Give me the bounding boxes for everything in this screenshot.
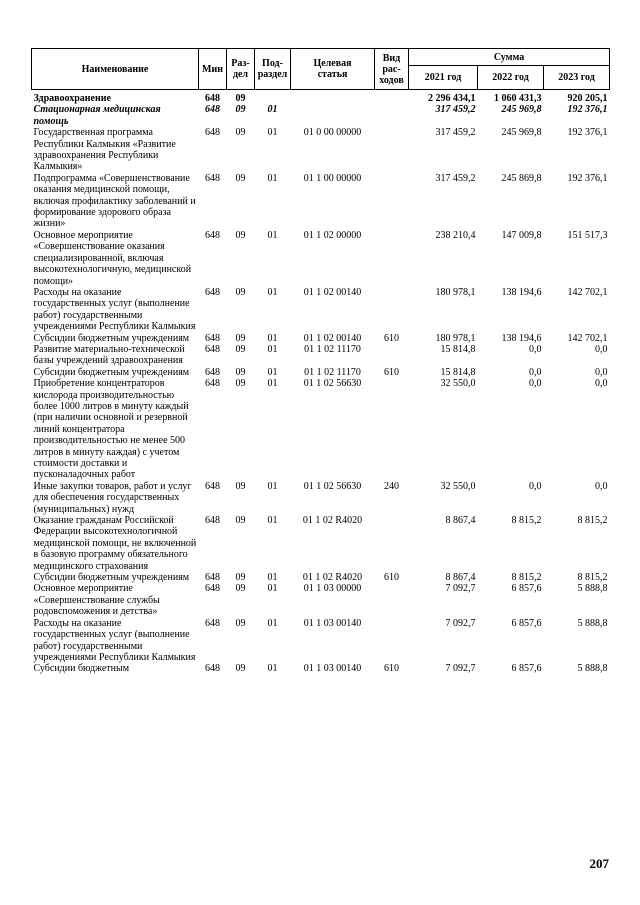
row-name: Приобретение концентраторов кислорода производительностью более 1000 литров в минуту каждый (при наличии основной и резервной линий концентратора производительностью не менее 500 литров в минуту каждая) с учетом стоимости доставки и пусконаладочных работ xyxy=(33,378,189,481)
row-target-article: 01 1 02 11170 xyxy=(304,343,361,355)
row-expense-type xyxy=(375,583,409,617)
row-value-2023: 0,0 xyxy=(595,378,608,390)
row-target-article: 01 1 00 00000 xyxy=(303,172,362,184)
row-value-2022: 0,0 xyxy=(529,378,542,390)
row-section: 09 xyxy=(235,572,246,584)
header-sum: Сумма xyxy=(409,49,610,66)
row-section: 09 xyxy=(235,366,246,378)
row-subsection: 01 xyxy=(267,229,278,241)
row-name: Иные закупки товаров, работ и услуг для обеспечения государственных (муниципальных) нужд xyxy=(33,480,192,515)
row-ministry: 648 xyxy=(205,286,220,298)
row-expense-type: 240 xyxy=(384,480,399,492)
row-expense-type xyxy=(375,230,409,287)
table-row xyxy=(32,287,610,333)
row-value-2021: 238 210,4 xyxy=(435,229,476,241)
row-section: 09 xyxy=(235,515,246,527)
row-subsection: 01 xyxy=(267,515,278,527)
row-value-2023: 8 815,2 xyxy=(577,572,608,584)
row-value-2022: 1 060 431,3 xyxy=(494,93,542,104)
row-value-2021: 7 092,7 xyxy=(445,663,476,675)
row-section: 09 xyxy=(235,104,246,116)
table-row xyxy=(32,663,610,674)
row-name: Субсидии бюджетным учреждениям xyxy=(33,572,190,584)
row-name: Субсидии бюджетным учреждениям xyxy=(33,366,190,378)
table-row xyxy=(32,344,610,367)
row-ministry: 648 xyxy=(205,343,220,355)
table-row xyxy=(32,618,610,664)
row-target-article xyxy=(291,90,375,105)
row-value-2021: 15 814,8 xyxy=(440,343,476,355)
row-value-2022: 147 009,8 xyxy=(501,229,542,241)
header-section: Раз- дел xyxy=(227,49,255,90)
row-subsection: 01 xyxy=(267,366,278,378)
row-name: Основное мероприятие «Совершенствование оказания специализированной, включая высокотехнологичную, медицинской помощи» xyxy=(33,229,192,287)
row-subsection: 01 xyxy=(267,127,278,139)
row-value-2022: 6 857,6 xyxy=(511,663,542,675)
row-target-article: 01 1 03 00000 xyxy=(303,583,362,595)
row-target-article: 01 1 03 00140 xyxy=(303,617,362,629)
row-target-article: 01 1 02 R4020 xyxy=(302,515,363,527)
row-expense-type: 610 xyxy=(384,572,399,584)
table-row xyxy=(32,333,610,344)
row-value-2021: 180 978,1 xyxy=(435,332,476,344)
row-name: Государственная программа Республики Калмыкия «Развитие здравоохранения Республики Калмыкия» xyxy=(33,127,176,173)
row-ministry: 648 xyxy=(205,378,220,390)
row-value-2021: 32 550,0 xyxy=(440,480,476,492)
header-ministry: Мин xyxy=(199,49,227,90)
budget-table xyxy=(31,48,610,675)
row-value-2021: 317 459,2 xyxy=(435,127,476,139)
table-row xyxy=(32,515,610,572)
header-subsection: Под- раздел xyxy=(255,49,291,90)
row-name: Подпрограмма «Совершенствование оказания медицинской помощи, включая профилактику заболеваний и формирование здорового образа жизни» xyxy=(33,172,196,230)
row-name: Оказание гражданам Российской Федерации высокотехнологичной медицинской помощи, не включенной в базовую программу обязательного медицинского страхования xyxy=(33,515,197,572)
row-value-2023: 192 376,1 xyxy=(567,172,608,184)
header-expense-type: Вид рас- ходов xyxy=(375,49,409,90)
row-value-2023: 0,0 xyxy=(595,343,608,355)
row-value-2022: 8 815,2 xyxy=(511,572,542,584)
row-value-2022: 245 969,8 xyxy=(501,104,542,116)
row-value-2022: 0,0 xyxy=(529,480,542,492)
row-section: 09 xyxy=(235,93,246,104)
row-value-2023: 142 702,1 xyxy=(567,286,608,298)
row-name: Здравоохранение xyxy=(33,93,111,104)
row-section: 09 xyxy=(235,583,246,595)
row-value-2023: 192 376,1 xyxy=(567,127,608,139)
row-subsection: 01 xyxy=(267,332,278,344)
row-name: Стационарная медицинская помощь xyxy=(33,104,161,127)
row-section: 09 xyxy=(235,286,246,298)
table-row xyxy=(32,572,610,583)
row-expense-type xyxy=(375,104,409,127)
row-value-2023: 151 517,3 xyxy=(567,229,608,241)
row-section: 09 xyxy=(235,229,246,241)
row-name: Расходы на оказание государственных услуг (выполнение работ) государственными учреждениями Республики Калмыкия xyxy=(33,286,196,333)
row-expense-type xyxy=(375,287,409,333)
row-value-2023: 0,0 xyxy=(595,366,608,378)
row-value-2022: 138 194,6 xyxy=(501,286,542,298)
row-value-2022: 245 869,8 xyxy=(501,172,542,184)
row-value-2022: 138 194,6 xyxy=(501,332,542,344)
row-section: 09 xyxy=(235,172,246,184)
table-row xyxy=(32,104,610,127)
row-expense-type xyxy=(375,378,409,481)
row-expense-type: 610 xyxy=(384,663,399,675)
row-section: 09 xyxy=(235,332,246,344)
row-ministry: 648 xyxy=(205,617,220,629)
row-value-2021: 317 459,2 xyxy=(435,172,476,184)
row-target-article: 01 1 02 56630 xyxy=(303,480,362,492)
row-target-article: 01 1 02 00000 xyxy=(303,229,362,241)
row-ministry: 648 xyxy=(205,480,220,492)
row-value-2021: 15 814,8 xyxy=(440,366,476,378)
row-target-article: 01 1 02 00140 xyxy=(303,332,362,344)
row-ministry: 648 xyxy=(205,93,220,104)
row-target-article: 01 1 02 00140 xyxy=(303,286,362,298)
row-ministry: 648 xyxy=(205,663,220,675)
table-header xyxy=(32,49,610,90)
row-value-2022: 0,0 xyxy=(529,343,542,355)
header-name: Наименование xyxy=(32,49,199,90)
row-value-2023: 5 888,8 xyxy=(577,663,608,675)
table-row xyxy=(32,90,610,105)
row-expense-type xyxy=(375,127,409,173)
table-row xyxy=(32,127,610,173)
row-subsection: 01 xyxy=(267,343,278,355)
header-target-article: Целевая статья xyxy=(291,49,375,90)
row-value-2021: 32 550,0 xyxy=(440,378,476,390)
row-name: Развитие материально-технической базы учреждений здравоохранения xyxy=(33,343,185,367)
row-ministry: 648 xyxy=(205,515,220,527)
row-value-2022: 8 815,2 xyxy=(511,515,542,527)
header-year-2023: 2023 год xyxy=(544,66,610,90)
row-subsection: 01 xyxy=(267,286,278,298)
row-expense-type xyxy=(375,344,409,367)
row-value-2023: 142 702,1 xyxy=(567,332,608,344)
table-row xyxy=(32,583,610,617)
row-target-article: 01 0 00 00000 xyxy=(303,127,362,139)
table-row xyxy=(32,173,610,230)
row-value-2023: 5 888,8 xyxy=(577,617,608,629)
row-value-2023: 192 376,1 xyxy=(567,104,608,116)
table-row xyxy=(32,367,610,378)
row-target-article: 01 1 02 R4020 xyxy=(302,572,363,584)
row-value-2021: 180 978,1 xyxy=(435,286,476,298)
row-section: 09 xyxy=(235,127,246,139)
row-name: Расходы на оказание государственных услуг (выполнение работ) государственными учреждениями Республики Калмыкия xyxy=(33,617,196,663)
header-year-2022: 2022 год xyxy=(478,66,544,90)
table-row xyxy=(32,230,610,287)
row-ministry: 648 xyxy=(205,572,220,584)
row-ministry: 648 xyxy=(205,229,220,241)
table-row xyxy=(32,378,610,481)
row-expense-type: 610 xyxy=(384,332,399,344)
row-subsection: 01 xyxy=(267,572,278,584)
row-expense-type: 610 xyxy=(384,366,399,378)
row-value-2021: 2 296 434,1 xyxy=(428,93,476,104)
row-value-2022: 6 857,6 xyxy=(511,617,542,629)
row-target-article xyxy=(291,104,375,127)
row-subsection: 01 xyxy=(267,378,278,390)
row-subsection: 01 xyxy=(267,617,278,629)
row-section: 09 xyxy=(235,617,246,629)
row-value-2023: 920 205,1 xyxy=(567,93,608,104)
row-target-article: 01 1 02 56630 xyxy=(303,378,362,390)
row-value-2022: 245 969,8 xyxy=(501,127,542,139)
row-subsection: 01 xyxy=(267,104,278,116)
row-target-article: 01 1 02 11170 xyxy=(304,366,361,378)
table-body xyxy=(32,90,610,675)
row-ministry: 648 xyxy=(205,583,220,595)
row-ministry: 648 xyxy=(205,172,220,184)
row-section: 09 xyxy=(235,343,246,355)
row-ministry: 648 xyxy=(205,366,220,378)
row-value-2023: 0,0 xyxy=(595,480,608,492)
row-ministry: 648 xyxy=(205,127,220,139)
row-subsection: 01 xyxy=(267,583,278,595)
row-ministry: 648 xyxy=(205,104,220,116)
row-name: Субсидии бюджетным xyxy=(33,663,130,675)
row-expense-type xyxy=(375,173,409,230)
row-expense-type xyxy=(375,618,409,664)
row-ministry: 648 xyxy=(205,332,220,344)
row-value-2023: 8 815,2 xyxy=(577,515,608,527)
row-target-article: 01 1 03 00140 xyxy=(303,663,362,675)
row-section: 09 xyxy=(235,663,246,675)
row-name: Основное мероприятие «Совершенствование службы родовспоможения и детства» xyxy=(33,583,160,618)
row-value-2021: 8 867,4 xyxy=(445,572,476,584)
row-expense-type xyxy=(375,90,409,105)
table-row xyxy=(32,481,610,515)
row-section: 09 xyxy=(235,480,246,492)
page-number: 207 xyxy=(589,856,609,871)
row-expense-type xyxy=(375,515,409,572)
row-value-2021: 7 092,7 xyxy=(445,583,476,595)
row-subsection: 01 xyxy=(267,172,278,184)
row-value-2022: 6 857,6 xyxy=(511,583,542,595)
row-value-2021: 8 867,4 xyxy=(445,515,476,527)
row-value-2021: 317 459,2 xyxy=(435,104,476,116)
row-value-2023: 5 888,8 xyxy=(577,583,608,595)
row-value-2021: 7 092,7 xyxy=(445,617,476,629)
row-subsection: 01 xyxy=(267,480,278,492)
row-subsection xyxy=(255,90,291,105)
row-subsection: 01 xyxy=(267,663,278,675)
header-year-2021: 2021 год xyxy=(409,66,478,90)
row-name: Субсидии бюджетным учреждениям xyxy=(33,332,190,344)
row-section: 09 xyxy=(235,378,246,390)
row-value-2022: 0,0 xyxy=(529,366,542,378)
